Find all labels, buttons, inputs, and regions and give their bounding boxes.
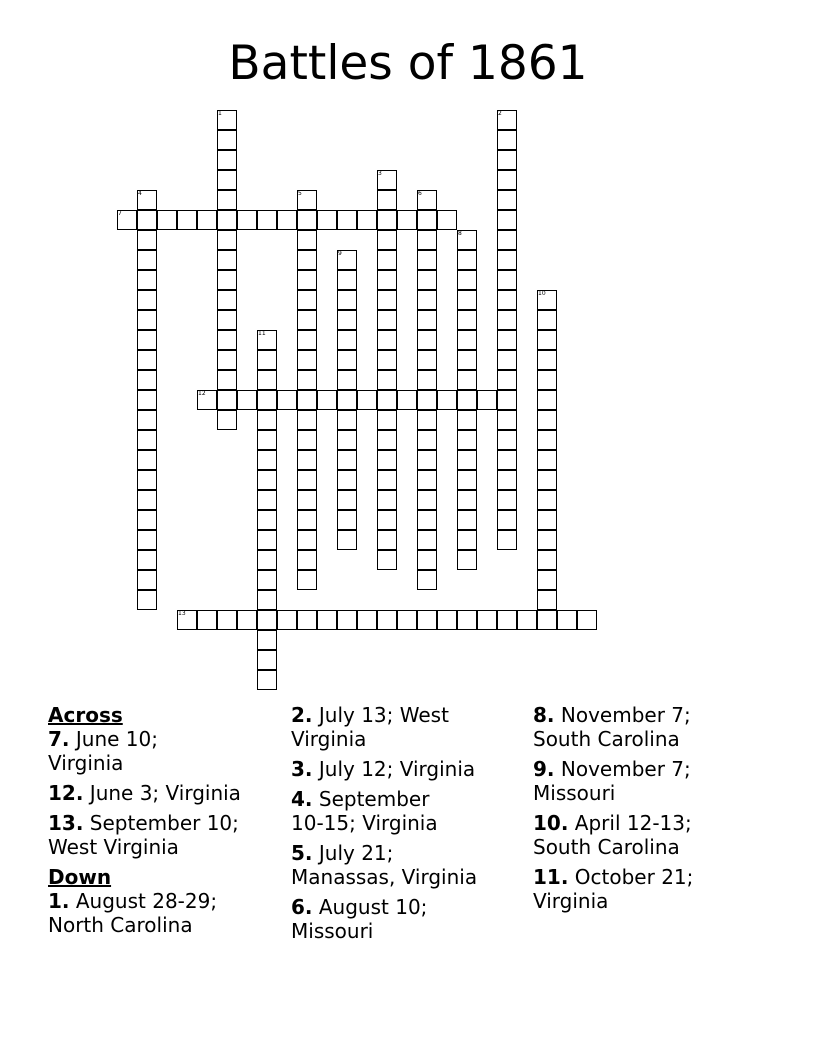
grid-cell[interactable] xyxy=(137,450,157,470)
grid-cell[interactable] xyxy=(377,210,397,230)
grid-cell[interactable] xyxy=(297,310,317,330)
grid-cell[interactable] xyxy=(257,450,277,470)
grid-cell[interactable] xyxy=(377,450,397,470)
clue-text: South Carolina xyxy=(533,727,680,751)
clue-column-1 xyxy=(48,703,278,943)
grid-cell[interactable] xyxy=(457,370,477,390)
grid-cell[interactable] xyxy=(357,610,377,630)
grid-cell[interactable] xyxy=(537,350,557,370)
grid-cell[interactable] xyxy=(537,590,557,610)
cell-number: 2 xyxy=(498,110,502,117)
grid-cell[interactable] xyxy=(137,290,157,310)
grid-cell[interactable] xyxy=(377,190,397,210)
clue-text: September 10; xyxy=(89,811,239,835)
grid-cell[interactable] xyxy=(537,430,557,450)
grid-cell[interactable] xyxy=(417,370,437,390)
grid-cell[interactable] xyxy=(557,610,577,630)
grid-cell[interactable] xyxy=(217,170,237,190)
clue-down-5[interactable] xyxy=(291,841,526,889)
clue-across-7[interactable] xyxy=(48,727,278,775)
grid-cell[interactable] xyxy=(337,610,357,630)
grid-cell[interactable] xyxy=(457,390,477,410)
grid-cell[interactable] xyxy=(337,390,357,410)
down-heading: Down xyxy=(48,865,112,889)
grid-cell[interactable] xyxy=(377,250,397,270)
clue-text: April 12-13; xyxy=(574,811,692,835)
grid-cell[interactable] xyxy=(457,290,477,310)
grid-cell[interactable] xyxy=(297,350,317,370)
grid-cell[interactable] xyxy=(417,610,437,630)
clue-text: August 10; xyxy=(318,895,428,919)
grid-cell[interactable] xyxy=(237,390,257,410)
grid-cell[interactable] xyxy=(577,610,597,630)
grid-cell[interactable] xyxy=(437,210,457,230)
clue-number: 7. xyxy=(48,727,70,751)
grid-cell[interactable] xyxy=(257,670,277,690)
grid-cell[interactable] xyxy=(537,470,557,490)
grid-cell[interactable] xyxy=(337,310,357,330)
clue-text: July 12; Virginia xyxy=(318,757,476,781)
clue-number: 8. xyxy=(533,703,555,727)
grid-cell[interactable] xyxy=(417,430,437,450)
grid-cell[interactable] xyxy=(217,210,237,230)
grid-cell[interactable] xyxy=(217,390,237,410)
grid-cell[interactable] xyxy=(297,390,317,410)
cell-number: 4 xyxy=(138,190,142,197)
clue-number: 9. xyxy=(533,757,555,781)
clue-text: November 7; xyxy=(560,703,691,727)
puzzle-title: Battles of 1861 xyxy=(228,36,588,91)
grid-cell[interactable] xyxy=(137,550,157,570)
clue-down-8[interactable] xyxy=(533,703,773,751)
clue-number: 10. xyxy=(533,811,569,835)
grid-cell[interactable] xyxy=(537,410,557,430)
grid-cell[interactable] xyxy=(497,270,517,290)
grid-cell[interactable] xyxy=(457,350,477,370)
clue-number: 3. xyxy=(291,757,313,781)
grid-cell[interactable] xyxy=(497,530,517,550)
cell-number: 12 xyxy=(198,390,206,397)
grid-cell[interactable] xyxy=(457,530,477,550)
cell-number: 11 xyxy=(258,330,266,337)
grid-cell[interactable] xyxy=(497,350,517,370)
grid-cell[interactable] xyxy=(197,210,217,230)
grid-cell[interactable] xyxy=(417,470,437,490)
grid-cell[interactable] xyxy=(397,610,417,630)
grid-cell[interactable] xyxy=(237,210,257,230)
grid-cell[interactable] xyxy=(357,210,377,230)
grid-cell[interactable] xyxy=(297,330,317,350)
grid-cell[interactable] xyxy=(417,310,437,330)
grid-cell[interactable] xyxy=(297,610,317,630)
clue-column-3 xyxy=(533,703,773,919)
grid-cell[interactable] xyxy=(137,370,157,390)
grid-cell[interactable] xyxy=(377,530,397,550)
grid-cell[interactable] xyxy=(237,610,257,630)
clue-down-2[interactable] xyxy=(291,703,526,751)
grid-cell[interactable] xyxy=(537,310,557,330)
grid-cell[interactable] xyxy=(317,610,337,630)
clue-across-13[interactable] xyxy=(48,811,278,859)
clue-text: June 10; xyxy=(75,727,158,751)
grid-cell[interactable] xyxy=(337,450,357,470)
clue-text: North Carolina xyxy=(48,913,193,937)
grid-cell[interactable] xyxy=(337,530,357,550)
grid-cell[interactable] xyxy=(137,250,157,270)
grid-cell[interactable] xyxy=(417,350,437,370)
grid-cell[interactable] xyxy=(537,330,557,350)
grid-cell[interactable] xyxy=(137,510,157,530)
grid-cell[interactable] xyxy=(477,390,497,410)
grid-cell[interactable] xyxy=(257,590,277,610)
grid-cell[interactable] xyxy=(137,590,157,610)
grid-cell[interactable] xyxy=(417,510,437,530)
grid-cell[interactable] xyxy=(537,370,557,390)
grid-cell[interactable] xyxy=(217,370,237,390)
grid-cell[interactable] xyxy=(437,390,457,410)
grid-cell[interactable] xyxy=(297,570,317,590)
grid-cell[interactable] xyxy=(297,510,317,530)
grid-cell[interactable] xyxy=(177,210,197,230)
clue-text: Manassas, Virginia xyxy=(291,865,478,889)
grid-cell[interactable] xyxy=(417,570,437,590)
grid-cell[interactable] xyxy=(297,490,317,510)
clue-number: 5. xyxy=(291,841,313,865)
cell-number: 1 xyxy=(218,110,222,117)
grid-cell[interactable] xyxy=(337,470,357,490)
grid-cell[interactable] xyxy=(537,530,557,550)
grid-cell[interactable] xyxy=(377,490,397,510)
clue-down-4[interactable] xyxy=(291,787,526,835)
grid-cell[interactable] xyxy=(537,390,557,410)
grid-cell[interactable] xyxy=(297,230,317,250)
grid-cell[interactable] xyxy=(337,210,357,230)
clue-text: 10-15; Virginia xyxy=(291,811,438,835)
grid-cell[interactable] xyxy=(457,470,477,490)
grid-cell[interactable] xyxy=(417,450,437,470)
grid-cell[interactable] xyxy=(277,390,297,410)
grid-cell[interactable] xyxy=(297,550,317,570)
clue-down-6[interactable] xyxy=(291,895,526,943)
grid-cell[interactable] xyxy=(257,370,277,390)
grid-cell[interactable] xyxy=(537,510,557,530)
grid-cell[interactable] xyxy=(537,570,557,590)
grid-cell[interactable] xyxy=(537,450,557,470)
grid-cell[interactable] xyxy=(377,410,397,430)
grid-cell[interactable] xyxy=(257,550,277,570)
grid-cell[interactable] xyxy=(297,530,317,550)
grid-cell[interactable] xyxy=(217,410,237,430)
clue-text: October 21; xyxy=(574,865,694,889)
grid-cell[interactable] xyxy=(497,490,517,510)
clue-text: August 28-29; xyxy=(75,889,218,913)
grid-cell[interactable] xyxy=(417,270,437,290)
clue-text: July 21; xyxy=(318,841,394,865)
clue-across-12[interactable] xyxy=(48,781,278,805)
grid-cell[interactable] xyxy=(297,210,317,230)
clue-number: 6. xyxy=(291,895,313,919)
grid-cell[interactable] xyxy=(437,610,457,630)
clue-down-10[interactable] xyxy=(533,811,773,859)
grid-cell[interactable] xyxy=(417,410,437,430)
grid-cell[interactable] xyxy=(297,430,317,450)
grid-cell[interactable] xyxy=(277,610,297,630)
clue-column-2 xyxy=(291,703,526,949)
clue-down-1[interactable] xyxy=(48,889,278,937)
grid-cell[interactable] xyxy=(257,610,277,630)
grid-cell[interactable] xyxy=(217,150,237,170)
grid-cell[interactable] xyxy=(417,250,437,270)
grid-cell[interactable] xyxy=(137,350,157,370)
grid-cell[interactable] xyxy=(377,270,397,290)
grid-cell[interactable] xyxy=(337,510,357,530)
grid-cell[interactable] xyxy=(417,550,437,570)
grid-cell[interactable] xyxy=(377,370,397,390)
clue-number: 12. xyxy=(48,781,84,805)
grid-cell[interactable] xyxy=(217,230,237,250)
clue-number: 13. xyxy=(48,811,84,835)
cell-number: 7 xyxy=(118,210,122,217)
grid-cell[interactable] xyxy=(137,310,157,330)
grid-cell[interactable] xyxy=(217,350,237,370)
grid-cell[interactable] xyxy=(337,270,357,290)
grid-cell[interactable] xyxy=(217,290,237,310)
grid-cell[interactable] xyxy=(497,450,517,470)
grid-cell[interactable] xyxy=(497,230,517,250)
grid-cell[interactable] xyxy=(457,410,477,430)
grid-cell[interactable] xyxy=(137,470,157,490)
grid-cell[interactable] xyxy=(377,550,397,570)
grid-cell[interactable] xyxy=(257,490,277,510)
grid-cell[interactable] xyxy=(497,410,517,430)
grid-cell[interactable] xyxy=(377,310,397,330)
grid-cell[interactable] xyxy=(337,290,357,310)
grid-cell[interactable] xyxy=(337,430,357,450)
grid-cell[interactable] xyxy=(537,610,557,630)
grid-cell[interactable] xyxy=(257,630,277,650)
cell-number: 6 xyxy=(418,190,422,197)
grid-cell[interactable] xyxy=(457,550,477,570)
grid-cell[interactable] xyxy=(137,390,157,410)
grid-cell[interactable] xyxy=(377,290,397,310)
grid-cell[interactable] xyxy=(497,150,517,170)
grid-cell[interactable] xyxy=(217,130,237,150)
grid-cell[interactable] xyxy=(377,390,397,410)
grid-cell[interactable] xyxy=(417,290,437,310)
grid-cell[interactable] xyxy=(417,530,437,550)
clue-text: June 3; Virginia xyxy=(89,781,241,805)
cell-number: 13 xyxy=(178,610,186,617)
grid-cell[interactable] xyxy=(497,430,517,450)
grid-cell[interactable] xyxy=(217,190,237,210)
grid-cell[interactable] xyxy=(257,510,277,530)
grid-cell[interactable] xyxy=(497,470,517,490)
grid-cell[interactable] xyxy=(377,350,397,370)
grid-cell[interactable] xyxy=(497,170,517,190)
grid-cell[interactable] xyxy=(297,250,317,270)
grid-cell[interactable] xyxy=(497,210,517,230)
grid-cell[interactable] xyxy=(457,330,477,350)
cell-number: 5 xyxy=(298,190,302,197)
grid-cell[interactable] xyxy=(497,130,517,150)
clue-text: South Carolina xyxy=(533,835,680,859)
clue-down-3[interactable] xyxy=(291,757,526,781)
clue-number: 1. xyxy=(48,889,70,913)
grid-cell[interactable] xyxy=(197,610,217,630)
clue-text: November 7; xyxy=(560,757,691,781)
grid-cell[interactable] xyxy=(377,430,397,450)
grid-cell[interactable] xyxy=(217,310,237,330)
grid-cell[interactable] xyxy=(497,510,517,530)
grid-cell[interactable] xyxy=(457,510,477,530)
grid-cell[interactable] xyxy=(377,510,397,530)
grid-cell[interactable] xyxy=(257,530,277,550)
grid-cell[interactable] xyxy=(417,390,437,410)
grid-cell[interactable] xyxy=(157,210,177,230)
clue-down-11[interactable] xyxy=(533,865,773,913)
grid-cell[interactable] xyxy=(497,290,517,310)
grid-cell[interactable] xyxy=(137,430,157,450)
clue-text: July 13; West xyxy=(318,703,449,727)
grid-cell[interactable] xyxy=(217,250,237,270)
grid-cell[interactable] xyxy=(297,470,317,490)
grid-cell[interactable] xyxy=(317,210,337,230)
grid-cell[interactable] xyxy=(337,370,357,390)
grid-cell[interactable] xyxy=(497,390,517,410)
cell-number: 10 xyxy=(538,290,546,297)
grid-cell[interactable] xyxy=(497,330,517,350)
grid-cell[interactable] xyxy=(477,610,497,630)
grid-cell[interactable] xyxy=(397,390,417,410)
clue-text: September xyxy=(318,787,430,811)
clue-text: West Virginia xyxy=(48,835,179,859)
grid-cell[interactable] xyxy=(137,570,157,590)
grid-cell[interactable] xyxy=(417,230,437,250)
grid-cell[interactable] xyxy=(297,270,317,290)
grid-cell[interactable] xyxy=(137,410,157,430)
grid-cell[interactable] xyxy=(257,650,277,670)
grid-cell[interactable] xyxy=(277,210,297,230)
grid-cell[interactable] xyxy=(537,490,557,510)
clue-text: Missouri xyxy=(533,781,616,805)
grid-cell[interactable] xyxy=(497,610,517,630)
cell-number: 3 xyxy=(378,170,382,177)
grid-cell[interactable] xyxy=(457,610,477,630)
grid-cell[interactable] xyxy=(257,470,277,490)
clue-text: Missouri xyxy=(291,919,374,943)
grid-cell[interactable] xyxy=(517,610,537,630)
clue-number: 2. xyxy=(291,703,313,727)
grid-cell[interactable] xyxy=(457,310,477,330)
grid-cell[interactable] xyxy=(377,470,397,490)
grid-cell[interactable] xyxy=(497,190,517,210)
grid-cell[interactable] xyxy=(457,450,477,470)
grid-cell[interactable] xyxy=(337,410,357,430)
grid-cell[interactable] xyxy=(297,410,317,430)
grid-cell[interactable] xyxy=(457,490,477,510)
grid-cell[interactable] xyxy=(297,290,317,310)
grid-cell[interactable] xyxy=(537,550,557,570)
grid-cell[interactable] xyxy=(257,350,277,370)
grid-cell[interactable] xyxy=(137,530,157,550)
grid-cell[interactable] xyxy=(457,250,477,270)
grid-cell[interactable] xyxy=(297,370,317,390)
grid-cell[interactable] xyxy=(417,330,437,350)
grid-cell[interactable] xyxy=(337,490,357,510)
grid-cell[interactable] xyxy=(217,270,237,290)
clue-number: 4. xyxy=(291,787,313,811)
grid-cell[interactable] xyxy=(457,430,477,450)
grid-cell[interactable] xyxy=(257,210,277,230)
clue-text: Virginia xyxy=(291,727,367,751)
grid-cell[interactable] xyxy=(497,310,517,330)
grid-cell[interactable] xyxy=(457,270,477,290)
grid-cell[interactable] xyxy=(137,490,157,510)
grid-cell[interactable] xyxy=(377,230,397,250)
clue-text: Virginia xyxy=(48,751,124,775)
grid-cell[interactable] xyxy=(137,230,157,250)
grid-cell[interactable] xyxy=(137,210,157,230)
grid-cell[interactable] xyxy=(257,390,277,410)
cell-number: 8 xyxy=(458,230,462,237)
grid-cell[interactable] xyxy=(377,610,397,630)
grid-cell[interactable] xyxy=(417,210,437,230)
grid-cell[interactable] xyxy=(357,390,377,410)
grid-cell[interactable] xyxy=(337,330,357,350)
clue-text: Virginia xyxy=(533,889,609,913)
grid-cell[interactable] xyxy=(217,330,237,350)
grid-cell[interactable] xyxy=(217,610,237,630)
grid-cell[interactable] xyxy=(257,410,277,430)
grid-cell[interactable] xyxy=(257,430,277,450)
grid-cell[interactable] xyxy=(397,210,417,230)
cell-number: 9 xyxy=(338,250,342,257)
grid-cell[interactable] xyxy=(297,450,317,470)
grid-cell[interactable] xyxy=(377,330,397,350)
grid-cell[interactable] xyxy=(137,330,157,350)
grid-cell[interactable] xyxy=(317,390,337,410)
clue-number: 11. xyxy=(533,865,569,889)
grid-cell[interactable] xyxy=(137,270,157,290)
grid-cell[interactable] xyxy=(337,350,357,370)
grid-cell[interactable] xyxy=(417,490,437,510)
grid-cell[interactable] xyxy=(497,250,517,270)
grid-cell[interactable] xyxy=(497,370,517,390)
grid-cell[interactable] xyxy=(257,570,277,590)
clue-down-9[interactable] xyxy=(533,757,773,805)
across-heading: Across xyxy=(48,703,123,727)
